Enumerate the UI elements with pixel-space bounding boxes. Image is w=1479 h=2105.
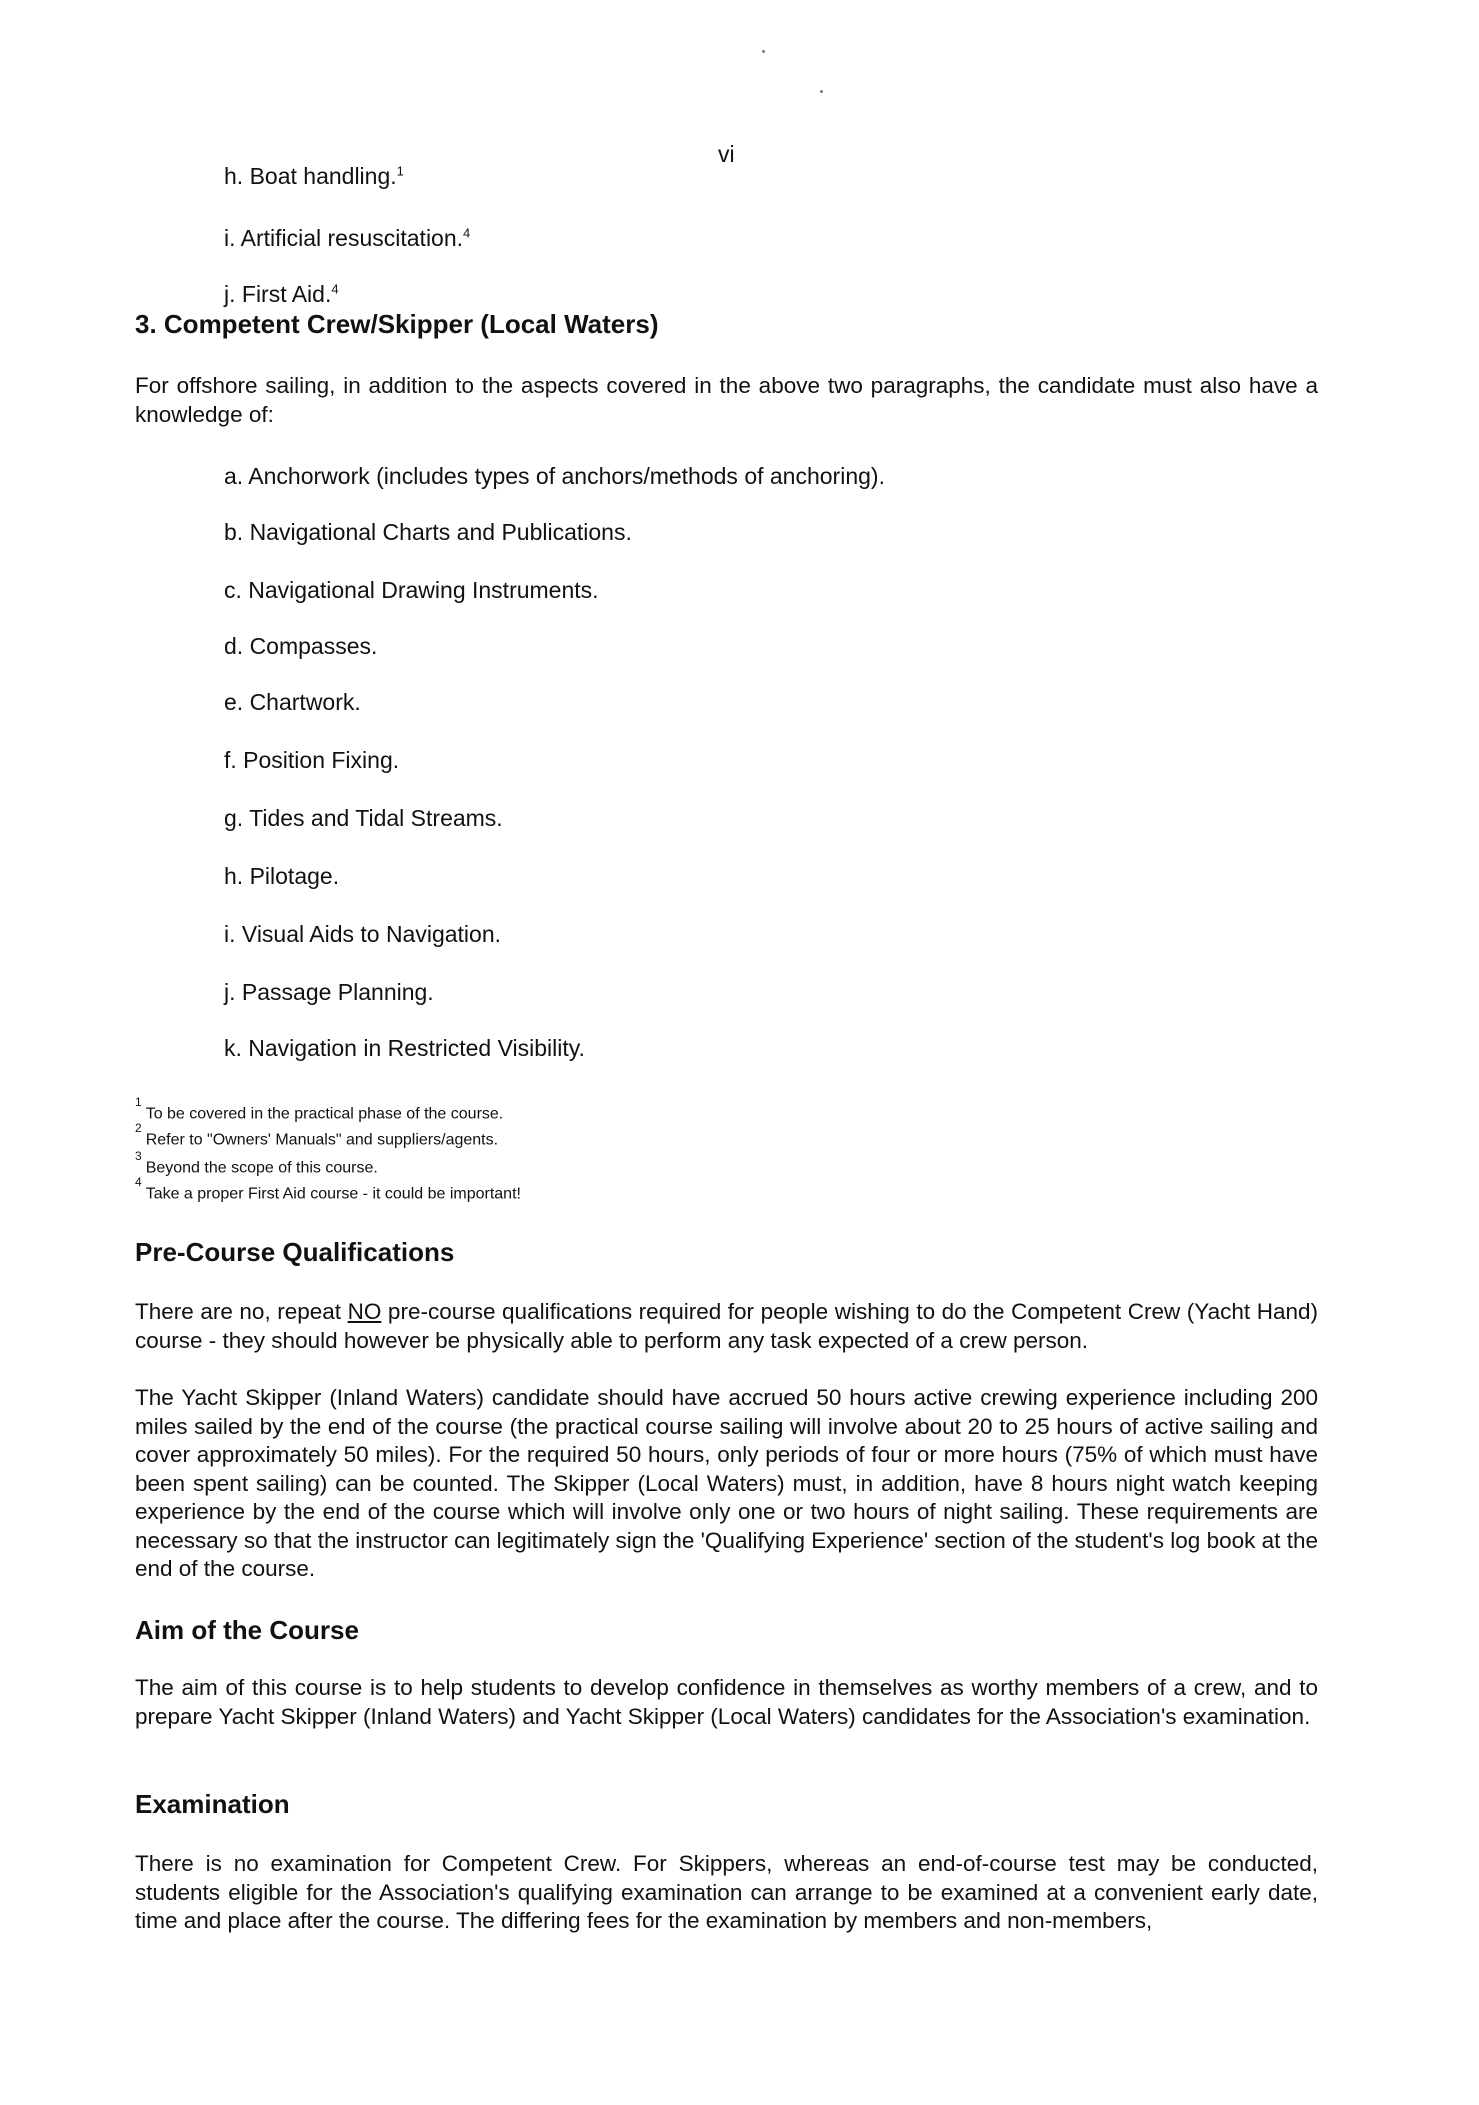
aim-paragraph: The aim of this course is to help students to develop confidence in themselves as worthy members of a crew, and to prepare Yacht Skipper (Inland Waters) and Yacht Skipper (Local Waters) candidates for the Association's examination. <box>135 1675 1318 1729</box>
list-item: g. Tides and Tidal Streams. <box>224 805 503 831</box>
footnote-ref: 4 <box>463 225 471 241</box>
footnote-1 <box>135 1095 504 1124</box>
paragraph-text: There are no, repeat <box>135 1299 348 1324</box>
footnote-text: To be covered in the practical phase of the course. <box>145 1105 504 1123</box>
footnote-3 <box>135 1149 378 1178</box>
list-item-text: h. Boat handling. <box>224 163 397 189</box>
list-item-i-artificial-resuscitation <box>224 224 470 252</box>
footnote-text: Refer to "Owners' Manuals" and suppliers/agents. <box>145 1131 499 1149</box>
examination-paragraph: There is no examination for Competent Crew. For Skippers, whereas an end-of-course test may be conducted, students eligible for the Association's qualifying examination can arrange to be examined at a convenient early date, time and place after the course. The differing fees for the examination by members and non-members, <box>135 1851 1318 1933</box>
footnote-number: 4 <box>135 1175 142 1189</box>
pre-course-paragraph-2: The Yacht Skipper (Inland Waters) candidate should have accrued 50 hours active crewing experience including 200 miles sailed by the end of the course (the practical course sailing will involve about 20 to 25 hours of active sailing and cover approximately 50 miles). For the required 50 hours, only periods of four or more hours (75% of which must have been spent sailing) can be counted. The Skipper (Local Waters) must, in addition, have 8 hours night watch keeping experience by the end of the course which will involve only one or two hours of night sailing. These requirements are necessary so that the instructor can legitimately sign the 'Qualifying Experience' section of the student's log book at the end of the course. <box>135 1385 1318 1581</box>
list-item: h. Pilotage. <box>224 863 340 889</box>
list-item: j. Passage Planning. <box>224 979 434 1005</box>
list-item: b. Navigational Charts and Publications. <box>224 519 632 545</box>
list-item-j-first-aid <box>224 280 339 308</box>
footnote-number: 2 <box>135 1121 142 1135</box>
list-item-h-boat-handling <box>224 162 404 190</box>
paragraph-text: pre-course qualifications required for people wishing to do the Competent Crew (Yacht Hand) course - they should however be physically able to perform any task expected of a crew person. <box>135 1299 1318 1353</box>
list-item: i. Visual Aids to Navigation. <box>224 921 502 947</box>
footnote-number: 3 <box>135 1149 142 1163</box>
footnote-4 <box>135 1175 521 1204</box>
emphasis-no: NO <box>347 1299 382 1324</box>
pre-course-heading: Pre-Course Qualifications <box>135 1237 455 1267</box>
list-item-text: j. First Aid. <box>224 281 332 307</box>
section-3-intro: For offshore sailing, in addition to the aspects covered in the above two paragraphs, the candidate must also have a knowledge of: <box>135 373 1318 427</box>
scan-speck <box>820 90 823 93</box>
footnote-ref: 1 <box>396 163 404 179</box>
list-item: k. Navigation in Restricted Visibility. <box>224 1035 585 1061</box>
list-item: e. Chartwork. <box>224 689 361 715</box>
pre-course-paragraph-1 <box>135 1298 1318 1355</box>
footnote-2 <box>135 1121 499 1150</box>
list-item: c. Navigational Drawing Instruments. <box>224 577 599 603</box>
footnote-text: Take a proper First Aid course - it could be important! <box>145 1185 521 1203</box>
footnote-number: 1 <box>135 1095 142 1109</box>
footnote-text: Beyond the scope of this course. <box>145 1159 378 1177</box>
examination-heading: Examination <box>135 1789 290 1819</box>
aim-heading: Aim of the Course <box>135 1615 359 1645</box>
list-item-text: i. Artificial resuscitation. <box>224 225 464 251</box>
list-item: f. Position Fixing. <box>224 747 400 773</box>
page-number: vi <box>718 141 735 167</box>
scan-speck <box>762 50 765 53</box>
footnote-ref: 4 <box>331 281 339 297</box>
list-item: d. Compasses. <box>224 633 378 659</box>
list-item: a. Anchorwork (includes types of anchors/methods of anchoring). <box>224 463 885 489</box>
section-3-heading: 3. Competent Crew/Skipper (Local Waters) <box>135 309 659 339</box>
